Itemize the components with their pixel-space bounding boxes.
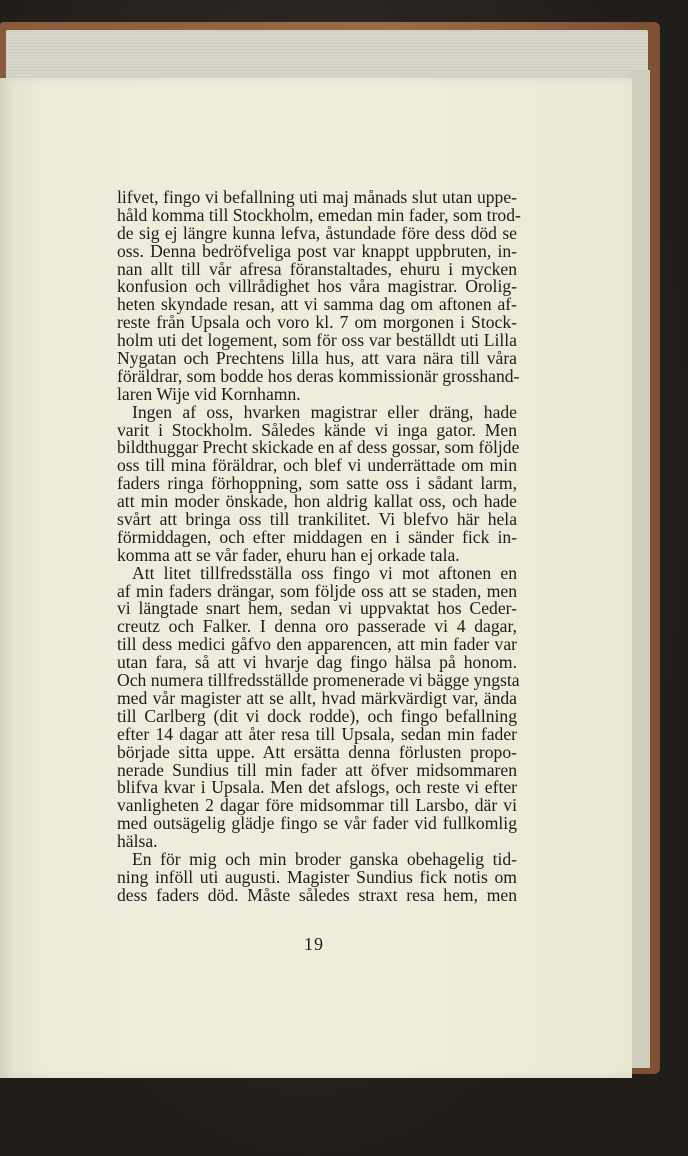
text-line: vi längtade snart hem, sedan vi uppvaktat hos Ceder- <box>117 598 517 619</box>
text-line: faders ringa förhoppning, som satte oss i sådant larm, <box>117 473 517 494</box>
text-line: Och numera tillfredsställde promenerade vi bägge yngsta <box>117 670 520 691</box>
text-line: Att litet tillfredsställa oss fingo vi mot aftonen en <box>132 562 517 583</box>
text-line: de sig ej längre kunna lefva, åstundade före dess död se <box>117 222 517 243</box>
text-line: konfusion och villrådighet hos våra magistrar. Orolig- <box>117 276 517 297</box>
text-line: förmiddagen, och efter middagen en i sänder fick in- <box>117 526 517 547</box>
text-line: Ingen af oss, hvarken magistrar eller dräng, hade <box>132 401 517 422</box>
text-line: började sitta uppe. Att ersätta denna förlusten propo- <box>117 741 517 762</box>
text-line: ning inföll uti augusti. Magister Sundius fick notis om <box>117 866 517 887</box>
text-line: nan allt till vår afresa föranstaltades, ehuru i mycken <box>117 258 517 279</box>
text-line: blifva kvar i Upsala. Men det afslogs, och reste vi efter <box>117 777 517 798</box>
text-line: komma att se vår fader, ehuru han ej orkade tala. <box>117 544 460 565</box>
text-line: till Carlberg (dit vi dock rodde), och fingo befallning <box>117 705 517 726</box>
text-line: En för mig och min broder ganska obehagelig tid- <box>132 848 517 869</box>
text-line: dess faders död. Måste således straxt resa hem, men <box>117 884 517 905</box>
text-line: utan fara, så att vi hvarje dag fingo hälsa på honom. <box>117 652 517 673</box>
text-line: heten skyndade resan, att vi samma dag om aftonen af- <box>117 294 517 315</box>
text-line: vanligheten 2 dagar före midsommar till Larsbo, där vi <box>117 795 517 816</box>
text-line: varit i Stockholm. Således kände vi inga gator. Men <box>117 419 517 440</box>
text-line: holm uti det logement, som för oss var beställdt uti Lilla <box>117 330 517 351</box>
text-line: håld komma till Stockholm, emedan min fader, som trod- <box>117 204 521 225</box>
text-line: med outsägelig glädje fingo se vår fader vid fullkomlig <box>117 813 517 834</box>
page-number: 19 <box>304 934 324 954</box>
text-line: efter 14 dagar att åter resa till Upsala, sedan min fader <box>117 723 517 744</box>
text-line: reste från Upsala och voro kl. 7 om morgonen i Stock- <box>117 312 517 333</box>
book-page <box>0 78 632 1078</box>
text-line: hälsa. <box>117 831 158 852</box>
text-line: föräldrar, som bodde hos deras kommissionär grosshand- <box>117 365 520 386</box>
text-line: till dess medici gåfvo den apparencen, att min fader var <box>117 634 517 655</box>
body-text <box>117 187 521 905</box>
text-line: af min faders drängar, som följde oss att se staden, men <box>117 580 517 601</box>
text-line: creutz och Falker. I denna oro passerade vi 4 dagar, <box>117 616 517 637</box>
text-line: laren Wije vid Kornhamn. <box>117 383 301 404</box>
text-line: Nygatan och Prechtens lilla hus, att vara nära till våra <box>117 348 517 369</box>
text-line: bildthuggar Precht skickade en af dess gossar, som följde <box>117 437 520 458</box>
text-line: nerade Sundius till min fader att öfver midsommaren <box>117 759 517 780</box>
text-line: svårt att bringa oss till trankilitet. Vi blefvo här hela <box>117 509 517 530</box>
text-line: att min moder önskade, hon aldrig kallat oss, och hade <box>117 491 517 512</box>
text-line: lifvet, fingo vi befallning uti maj månads slut utan uppe- <box>117 187 517 207</box>
text-line: oss. Denna bedröfveliga post var knappt uppbruten, in- <box>117 240 517 261</box>
text-line: oss till mina föräldrar, och blef vi underrättade om min <box>117 455 517 476</box>
text-line: med vår magister att se allt, hvad märkvärdigt var, ända <box>117 687 517 708</box>
